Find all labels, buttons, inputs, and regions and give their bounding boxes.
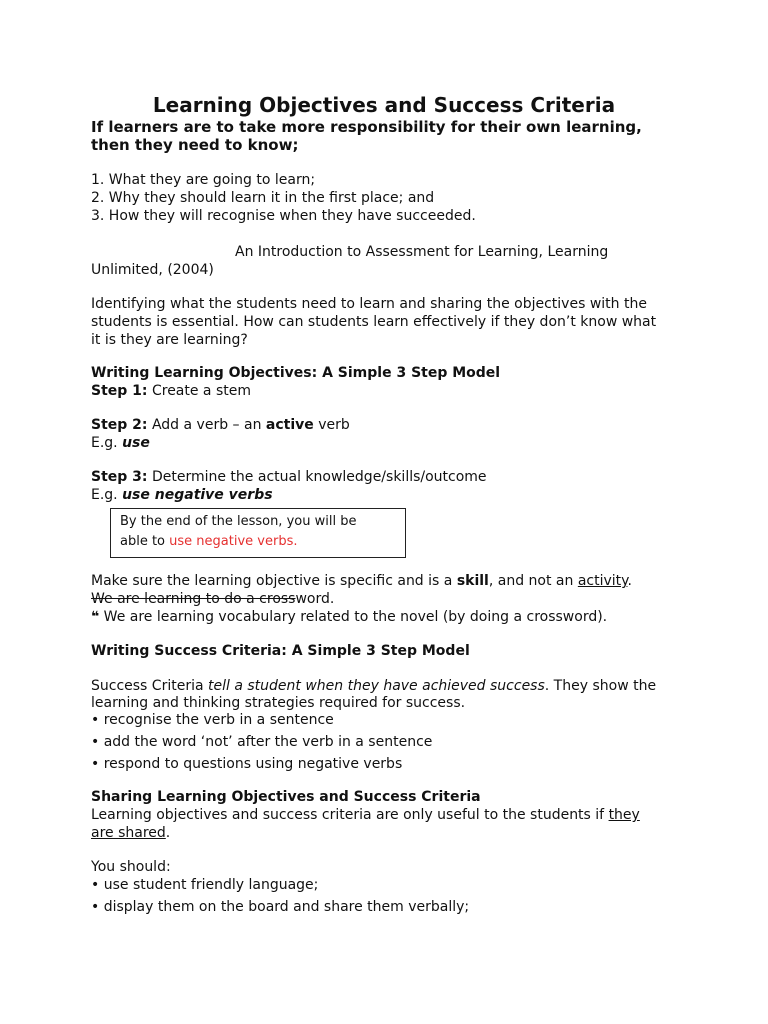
you-should: You should: bbox=[91, 859, 171, 875]
sharing-underlined-2: are shared bbox=[91, 825, 166, 841]
criteria-bullet-2: • add the word ‘not’ after the verb in a sentence bbox=[91, 734, 433, 750]
sharing-bullet-1: • use student friendly language; bbox=[91, 877, 319, 893]
step-3-label: Step 3: bbox=[91, 469, 148, 485]
paragraph-line-2: students is essential. How can students learn effectively if they don’t know what bbox=[91, 314, 657, 330]
paragraph-line-3: it is they are learning? bbox=[91, 332, 248, 348]
intro-line-1: If learners are to take more responsibility for their own learning, bbox=[91, 118, 642, 136]
know-list-item-2: 2. Why they should learn it in the first place; and bbox=[91, 190, 435, 206]
specific-note-mid: , and not an bbox=[488, 573, 578, 589]
step-2-text: Add a verb – an bbox=[147, 417, 266, 433]
step-2-example bbox=[91, 435, 150, 452]
step-3-text: Determine the actual knowledge/skills/outcome bbox=[147, 469, 487, 485]
step-2-bold: active bbox=[265, 417, 314, 433]
step-3-example bbox=[91, 487, 273, 504]
specific-note-end: . bbox=[627, 573, 632, 589]
bad-example-struck: We are learning to do a cross bbox=[91, 591, 296, 607]
step-1-label: Step 1: bbox=[91, 383, 148, 399]
criteria-bullet-3: • respond to questions using negative verbs bbox=[91, 756, 403, 772]
step-2-text-end: verb bbox=[313, 417, 350, 433]
intro-line-2: then they need to know; bbox=[91, 136, 299, 154]
example-box-highlight: use negative verbs. bbox=[169, 534, 298, 549]
step-2-example-value: use bbox=[122, 435, 150, 451]
paragraph-line-1: Identifying what the students need to learn and sharing the objectives with the bbox=[91, 296, 647, 312]
good-example bbox=[91, 609, 607, 626]
step-1-text: Create a stem bbox=[147, 383, 251, 399]
step-2-label: Step 2: bbox=[91, 417, 148, 433]
step-3-example-value: use negative verbs bbox=[122, 487, 273, 503]
step-2 bbox=[91, 417, 350, 434]
criteria-italic: tell a student when they have achieved success bbox=[208, 678, 545, 694]
objectives-heading: Writing Learning Objectives: A Simple 3 Step Model bbox=[91, 365, 501, 381]
sharing-underlined: they bbox=[608, 807, 640, 823]
quote-mark-icon: ❝ bbox=[91, 609, 100, 625]
step-3 bbox=[91, 469, 487, 486]
bad-example bbox=[91, 591, 334, 608]
skill-word: skill bbox=[456, 573, 489, 589]
example-objective-box bbox=[110, 508, 406, 558]
activity-word: activity bbox=[577, 573, 628, 589]
criteria-line-1 bbox=[91, 678, 656, 695]
example-box-line-2 bbox=[120, 532, 396, 552]
know-list-item-3: 3. How they will recognise when they have succeeded. bbox=[91, 208, 476, 224]
criteria-heading: Writing Success Criteria: A Simple 3 Step Model bbox=[91, 643, 470, 659]
bad-example-tail: word. bbox=[295, 591, 335, 607]
citation-line-1: An Introduction to Assessment for Learning, Learning bbox=[235, 244, 609, 260]
sharing-end: . bbox=[165, 825, 171, 841]
criteria-bullet-1: • recognise the verb in a sentence bbox=[91, 712, 334, 728]
example-box-text: able to bbox=[120, 534, 170, 549]
sharing-line-2 bbox=[91, 825, 170, 842]
criteria-text: Success Criteria bbox=[91, 678, 209, 694]
page-title: Learning Objectives and Success Criteria bbox=[152, 93, 616, 117]
know-list-item-1: 1. What they are going to learn; bbox=[91, 172, 316, 188]
eg-label-2: E.g. bbox=[91, 487, 123, 503]
eg-label: E.g. bbox=[91, 435, 123, 451]
citation-line-2: Unlimited, (2004) bbox=[91, 262, 214, 278]
good-example-text: We are learning vocabulary related to the novel (by doing a crossword). bbox=[99, 609, 608, 625]
sharing-bullet-2: • display them on the board and share them verbally; bbox=[91, 899, 470, 915]
sharing-line-1 bbox=[91, 807, 640, 824]
sharing-heading: Sharing Learning Objectives and Success Criteria bbox=[91, 789, 481, 805]
example-box-line-1: By the end of the lesson, you will be bbox=[120, 514, 357, 529]
criteria-line-2: learning and thinking strategies required for success. bbox=[91, 695, 466, 711]
specific-note bbox=[91, 573, 632, 590]
step-1 bbox=[91, 383, 251, 400]
criteria-text-end: . They show the bbox=[544, 678, 657, 694]
sharing-text: Learning objectives and success criteria are only useful to the students if bbox=[91, 807, 609, 823]
specific-note-text: Make sure the learning objective is specific and is a bbox=[91, 573, 457, 589]
